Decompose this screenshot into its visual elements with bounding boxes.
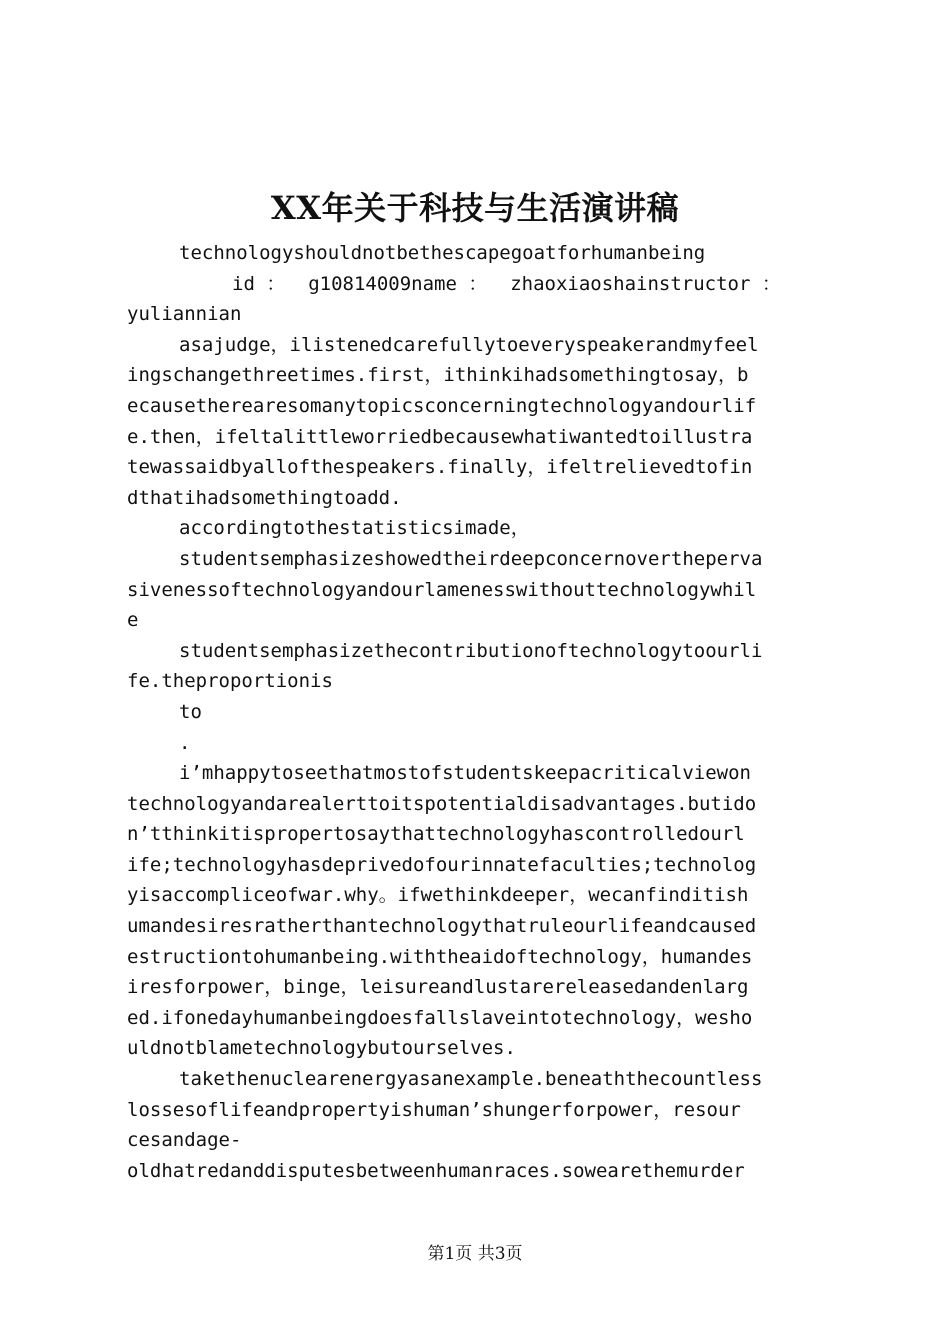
page-footer: 第1页 共3页: [427, 1244, 523, 1264]
body-line: cesandage-: [127, 1129, 242, 1152]
body-line: n’tthinkitispropertosaythattechnologyhascontrolledourl: [127, 823, 745, 846]
body-line: id ： g10814009name ： zhaoxiaoshainstructor ：: [232, 272, 781, 295]
body-line: ecausetherearesomanytopicsconcerningtechnologyandourlif: [127, 394, 757, 417]
body-line: uldnotblametechnologybutourselves.: [127, 1037, 516, 1060]
body-line: technologyshouldnotbethescapegoatforhumanbeing: [179, 242, 706, 264]
body-line: ingschangethreetimes.first，ithinkihadsomethingtosay，b: [127, 364, 749, 387]
body-line: to: [179, 700, 202, 723]
body-line: fe.theproportionis: [127, 670, 333, 693]
body-line: iresforpower，binge，leisureandlustarereleasedandenlarg: [127, 976, 749, 999]
body-line: yisaccompliceofwar.why。ifwethinkdeeper，wecanfinditish: [127, 884, 749, 907]
document-title: XX年关于科技与生活演讲稿: [270, 189, 680, 227]
body-line: lossesoflifeandpropertyishuman’shungerforpower，resour: [127, 1098, 741, 1121]
body-line: yuliannian: [127, 303, 242, 326]
body-line: estructiontohumanbeing.withtheaidoftechnology，humandes: [127, 945, 753, 968]
body-line: accordingtothestatisticsimade，: [179, 517, 530, 540]
body-line: tewassaidbyallofthespeakers.finally，ifeltrelievedtofin: [127, 456, 753, 479]
body-line: oldhatredanddisputesbetweenhumanraces.sowearethemurder: [127, 1159, 745, 1182]
body-line: umandesiresratherthantechnologythatruleourlifeandcaused: [127, 915, 757, 938]
document-body: [127, 238, 833, 1186]
body-line: sivenessoftechnologyandourlamenesswithouttechnologywhil: [127, 578, 757, 601]
body-line: takethenuclearenergyasanexample.beneaththecountless: [179, 1068, 763, 1091]
body-line: ed.ifonedayhumanbeingdoesfallslaveintotechnology，wesho: [127, 1006, 753, 1029]
body-line: ife;technologyhasdeprivedofourinnatefaculties;technolog: [127, 853, 757, 876]
body-line: asajudge，ilistenedcarefullytoeveryspeakerandmyfeel: [179, 333, 759, 356]
body-line: technologyandarealerttoitspotentialdisadvantages.butido: [127, 792, 757, 815]
body-line: .: [179, 731, 191, 754]
body-line: dthatihadsomethingtoadd.: [127, 486, 402, 509]
body-line: studentsemphasizeshowedtheirdeepconcernoverthepervа: [179, 547, 763, 570]
body-line: e: [127, 609, 139, 632]
body-line: i’mhappytoseethatmostofstudentskeepacriticalviewon: [179, 762, 751, 785]
body-line: e.then，ifeltalittleworriedbecausewhatiwantedtoillustra: [127, 425, 753, 448]
body-line: studentsemphasizethecontributionoftechnologytoourli: [179, 639, 763, 662]
